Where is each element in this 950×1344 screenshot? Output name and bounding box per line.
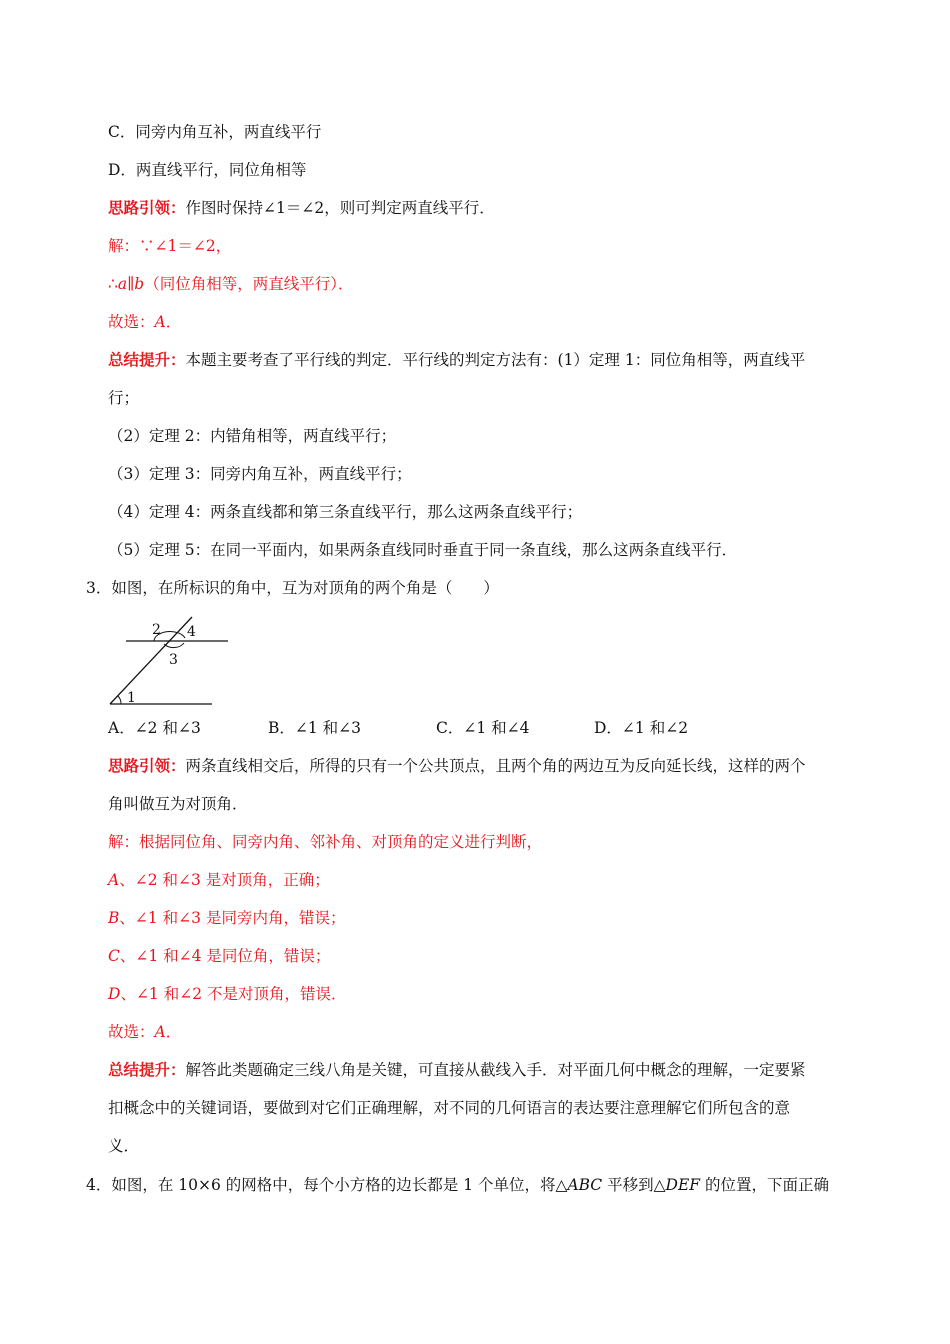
question-4-suffix: 的位置，下面正确 (700, 1176, 829, 1194)
option-b: B．∠1 和∠3 (268, 719, 362, 737)
answer-suffix: ． (165, 1023, 182, 1041)
summary-text: 解答此类题确定三线八角是关键，可直接从截线入手．对平面几何中概念的理解，一定要紧 (185, 1061, 806, 1079)
solution-reason: （同位角相等，两直线平行）． (144, 275, 354, 293)
solution-c (108, 946, 330, 966)
theorem-5: （5）定理 5：在同一平面内，如果两条直线同时垂直于同一条直线，那么这两条直线平行． (108, 541, 738, 559)
summary-paragraph (108, 1060, 806, 1080)
option-c: C．同旁内角互补，两直线平行 (108, 123, 322, 141)
theorem-2: （2）定理 2：内错角相等，两直线平行； (108, 427, 397, 445)
hint-label: 思路引领： (108, 199, 186, 217)
theorem-3: （3）定理 3：同旁内角互补，两直线平行； (108, 465, 412, 483)
summary-text-3: 义． (108, 1137, 140, 1155)
triangle-def: DEF (665, 1176, 701, 1194)
arc-angle-1 (118, 696, 121, 704)
solution-b (108, 908, 345, 928)
hint-label: 思路引领： (108, 757, 186, 775)
triangle-abc: ABC (567, 1176, 603, 1194)
solution-c-letter: C (108, 947, 120, 965)
answer-suffix: ． (165, 313, 182, 331)
question-4-mid: 平移到△ (602, 1176, 666, 1194)
solution-c-text: 、∠1 和∠4 是同位角，错误； (119, 947, 331, 965)
parallel-symbol: ∥ (127, 275, 135, 293)
solution-b-letter: B (108, 909, 120, 927)
answer-letter: A (154, 313, 166, 331)
option-d: D．两直线平行，同位角相等 (108, 161, 307, 179)
answer-letter: A (154, 1023, 166, 1041)
angle-figure (104, 614, 234, 710)
solution-a-text: 、∠2 和∠3 是对顶角，正确； (119, 871, 330, 889)
answer-prefix: 故选： (108, 1023, 155, 1041)
solution-d-letter: D (108, 985, 121, 1003)
answer-prefix: 故选： (108, 313, 155, 331)
question-3: 3．如图，在所标识的角中，互为对顶角的两个角是（ ） (86, 579, 499, 597)
summary-text-cont: 行； (108, 389, 140, 407)
var-b: b (134, 275, 145, 293)
answer-line (108, 1022, 181, 1042)
hint-paragraph (108, 198, 495, 218)
solution-d-text: 、∠1 和∠2 不是对顶角，错误． (120, 985, 347, 1003)
question-4-prefix: 4．如图，在 10×6 的网格中，每个小方格的边长都是 1 个单位，将△ (86, 1176, 568, 1194)
option-a: A．∠2 和∠3 (108, 719, 201, 737)
summary-text: 本题主要考查了平行线的判定．平行线的判定方法有：(1）定理 1：同位角相等，两直线平 (185, 351, 806, 369)
summary-label: 总结提升： (108, 351, 186, 369)
solution-d (108, 984, 347, 1004)
option-c: C．∠1 和∠4 (436, 719, 530, 737)
var-a: a (117, 275, 128, 293)
question-4 (86, 1175, 829, 1195)
hint-paragraph (108, 756, 806, 776)
transversal-line (110, 617, 192, 704)
label-angle-4: 4 (187, 624, 196, 640)
theorem-4: （4）定理 4：两条直线都和第三条直线平行，那么这两条直线平行； (108, 503, 583, 521)
summary-label: 总结提升： (108, 1061, 186, 1079)
summary-text-2: 扣概念中的关键词语，要做到对它们正确理解，对不同的几何语言的表达要注意理解它们所包含的意 (108, 1099, 791, 1117)
hint-text: 作图时保持∠1＝∠2，则可判定两直线平行． (185, 199, 495, 217)
summary-paragraph (108, 350, 805, 370)
solution-line-1: 解：∵∠1＝∠2， (108, 237, 232, 255)
label-angle-2: 2 (152, 622, 161, 638)
solution-a-letter: A (108, 871, 120, 889)
solution-line-1: 解：根据同位角、同旁内角、邻补角、对顶角的定义进行判断， (108, 833, 543, 851)
hint-text: 两条直线相交后，所得的只有一个公共顶点，且两个角的两边互为反向延长线，这样的两个 (185, 757, 806, 775)
solution-a (108, 870, 330, 890)
solution-line-2 (108, 274, 354, 294)
solution-b-text: 、∠1 和∠3 是同旁内角，错误； (119, 909, 346, 927)
hint-text-cont: 角叫做互为对顶角． (108, 795, 248, 813)
therefore-symbol: ∴ (108, 275, 118, 293)
label-angle-1: 1 (127, 690, 136, 706)
label-angle-3: 3 (169, 652, 178, 668)
option-d: D．∠1 和∠2 (594, 719, 689, 737)
answer-line (108, 312, 181, 332)
